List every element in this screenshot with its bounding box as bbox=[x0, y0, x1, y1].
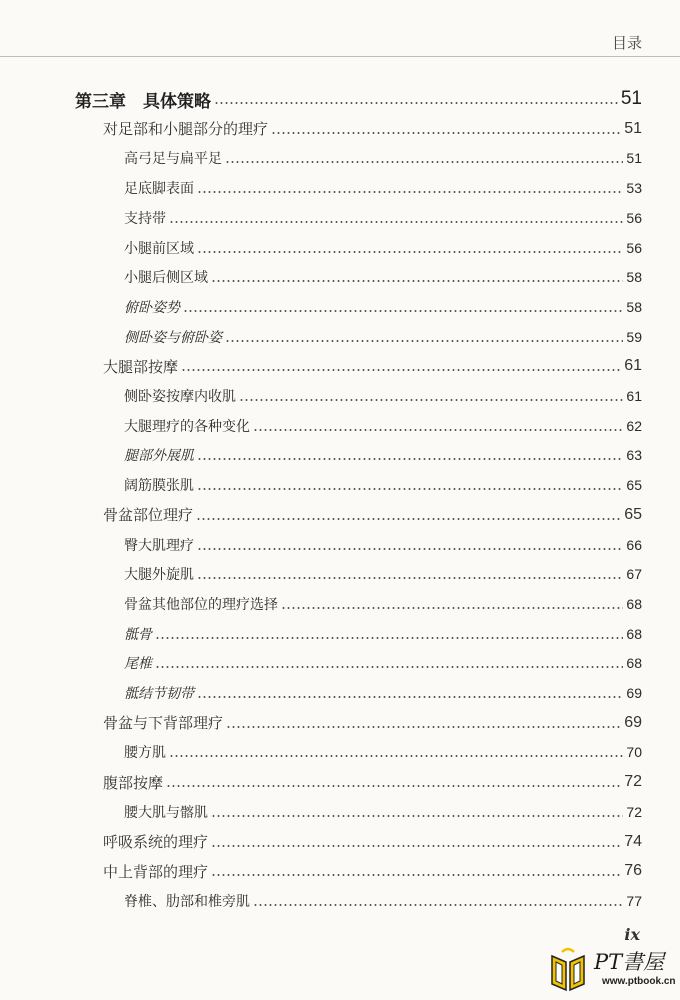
toc-entry-page: 56 bbox=[626, 239, 642, 256]
toc-entry-page: 51 bbox=[620, 88, 642, 109]
toc-entry-page: 69 bbox=[624, 713, 642, 731]
toc-entry-page: 51 bbox=[624, 119, 642, 137]
toc-leader-dots bbox=[211, 280, 623, 282]
toc-subsection[interactable] bbox=[124, 589, 642, 619]
toc-entry-title: 骨盆与下背部理疗 bbox=[103, 714, 224, 733]
book-logo-icon bbox=[548, 946, 588, 992]
toc-entry-title: 腰方肌 bbox=[124, 745, 166, 762]
toc-entry-title: 小腿前区域 bbox=[124, 240, 194, 257]
toc-entry-page: 72 bbox=[624, 773, 642, 791]
toc-leader-dots bbox=[211, 874, 621, 876]
toc-subsection[interactable] bbox=[124, 411, 642, 441]
toc-subsection[interactable] bbox=[124, 886, 642, 916]
toc-entry-page: 68 bbox=[626, 595, 642, 612]
toc-leader-dots bbox=[225, 161, 623, 163]
toc-entry-page: 68 bbox=[626, 625, 642, 642]
toc-subsection[interactable] bbox=[124, 262, 642, 292]
toc-section[interactable] bbox=[103, 767, 642, 797]
toc-entry-page: 63 bbox=[626, 447, 642, 464]
toc-entry-title: 中上背部的理疗 bbox=[103, 862, 209, 881]
toc-entry-title: 对足部和小腿部分的理疗 bbox=[103, 120, 269, 139]
toc-entry-title: 呼吸系统的理疗 bbox=[103, 833, 209, 851]
toc-subsection[interactable] bbox=[124, 440, 642, 470]
toc-entry-page: 58 bbox=[626, 298, 642, 315]
toc-entry-title: 侧卧姿按摩内收肌 bbox=[124, 389, 236, 405]
toc-entry-page: 70 bbox=[626, 744, 642, 761]
toc-entry-page: 77 bbox=[626, 892, 642, 909]
toc-entry-title: 大腿部按摩 bbox=[103, 357, 179, 376]
toc-entry-title: 臀大肌理疗 bbox=[124, 537, 194, 554]
toc-leader-dots bbox=[214, 102, 618, 104]
toc-section[interactable] bbox=[103, 708, 642, 738]
toc-leader-dots bbox=[253, 429, 623, 431]
toc-entry-page: 65 bbox=[626, 477, 642, 494]
toc-entry-page: 53 bbox=[626, 180, 642, 197]
toc-entry-title: 脊椎、肋部和椎旁肌 bbox=[124, 893, 250, 910]
toc-entry-page: 59 bbox=[626, 328, 642, 345]
toc-leader-dots bbox=[225, 340, 623, 342]
toc-entry-title: 俯卧姿势 bbox=[124, 299, 180, 316]
toc-leader-dots bbox=[211, 845, 621, 847]
toc-entry-page: 72 bbox=[626, 803, 642, 820]
toc-entry-title: 骶结节韧带 bbox=[124, 686, 194, 702]
toc-entry-page: 68 bbox=[626, 655, 642, 672]
toc-entry-title: 第三章 具体策略 bbox=[75, 91, 211, 112]
page-number: ix bbox=[624, 925, 640, 944]
toc-entry-title: 腿部外展肌 bbox=[124, 448, 194, 465]
toc-leader-dots bbox=[197, 548, 623, 550]
toc-entry-title: 骨盆其他部位的理疗选择 bbox=[124, 596, 278, 613]
toc-entry-page: 66 bbox=[626, 536, 642, 553]
toc-section[interactable] bbox=[103, 827, 642, 857]
toc-entry-page: 61 bbox=[626, 388, 642, 404]
toc-entry-page: 58 bbox=[626, 269, 642, 286]
toc-leader-dots bbox=[271, 132, 621, 134]
toc-subsection[interactable] bbox=[124, 203, 642, 233]
toc-subsection[interactable] bbox=[124, 233, 642, 263]
toc-leader-dots bbox=[197, 458, 623, 460]
toc-entry-page: 76 bbox=[624, 862, 642, 880]
toc-chapter[interactable] bbox=[75, 84, 642, 114]
toc-entry-title: 腹部按摩 bbox=[103, 773, 164, 792]
toc-subsection[interactable] bbox=[124, 797, 642, 827]
toc-entry-title: 大腿外旋肌 bbox=[124, 567, 194, 584]
toc-subsection[interactable] bbox=[124, 559, 642, 589]
toc-leader-dots bbox=[155, 666, 623, 668]
toc-leader-dots bbox=[169, 755, 623, 757]
toc-entry-title: 小腿后侧区域 bbox=[124, 270, 208, 287]
toc-entry-page: 56 bbox=[626, 209, 642, 226]
toc-subsection[interactable] bbox=[124, 381, 642, 411]
toc-leader-dots bbox=[155, 637, 623, 639]
toc-entry-page: 61 bbox=[624, 357, 642, 375]
toc-entry-title: 骨盆部位理疗 bbox=[103, 506, 194, 525]
toc-entry-title: 支持带 bbox=[124, 210, 166, 227]
toc-entry-title: 大腿理疗的各种变化 bbox=[124, 418, 250, 435]
toc-entry-title: 尾椎 bbox=[124, 656, 152, 673]
toc-subsection[interactable] bbox=[124, 143, 642, 173]
toc-subsection[interactable] bbox=[124, 173, 642, 203]
toc-section[interactable] bbox=[103, 351, 642, 381]
toc-entry-title: 侧卧姿与俯卧姿 bbox=[124, 329, 222, 346]
toc-section[interactable] bbox=[103, 114, 642, 144]
toc-entry-title: 高弓足与扁平足 bbox=[124, 151, 222, 168]
toc-subsection[interactable] bbox=[124, 470, 642, 500]
toc-leader-dots bbox=[226, 726, 621, 728]
toc-subsection[interactable] bbox=[124, 619, 642, 649]
toc-leader-dots bbox=[197, 577, 623, 579]
toc-entry-title: 骶骨 bbox=[124, 626, 152, 643]
toc-entry-page: 74 bbox=[624, 832, 642, 850]
toc-leader-dots bbox=[211, 815, 623, 817]
toc-entry-title: 足底脚表面 bbox=[124, 181, 194, 198]
toc-section[interactable] bbox=[103, 856, 642, 886]
toc-leader-dots bbox=[281, 607, 623, 609]
toc-leader-dots bbox=[239, 399, 623, 401]
toc-subsection[interactable] bbox=[124, 322, 642, 352]
toc-entry-page: 51 bbox=[626, 150, 642, 167]
toc-leader-dots bbox=[197, 251, 623, 253]
toc-leader-dots bbox=[253, 904, 623, 906]
toc-subsection[interactable] bbox=[124, 678, 642, 708]
toc-entry-page: 65 bbox=[624, 505, 642, 523]
toc-entry-page: 67 bbox=[626, 566, 642, 583]
toc-entry-title: 腰大肌与髂肌 bbox=[124, 804, 208, 821]
toc-leader-dots bbox=[181, 369, 621, 371]
toc-entry-page: 69 bbox=[626, 685, 642, 701]
watermark-url: www.ptbook.cn bbox=[602, 976, 676, 987]
toc-section[interactable] bbox=[103, 500, 642, 530]
toc-entry-title: 阔筋膜张肌 bbox=[124, 478, 194, 495]
toc-leader-dots bbox=[169, 221, 623, 223]
toc-subsection[interactable] bbox=[124, 530, 642, 560]
toc-leader-dots bbox=[197, 191, 623, 193]
toc-entry-page: 62 bbox=[626, 417, 642, 434]
toc-leader-dots bbox=[183, 310, 623, 312]
toc-subsection[interactable] bbox=[124, 292, 642, 322]
header-title: 目录 bbox=[611, 34, 642, 52]
toc-leader-dots bbox=[197, 488, 623, 490]
watermark-name: PT書屋 bbox=[594, 950, 665, 974]
toc-subsection[interactable] bbox=[124, 648, 642, 678]
toc-leader-dots bbox=[197, 696, 623, 698]
toc-leader-dots bbox=[166, 785, 621, 787]
watermark bbox=[548, 944, 678, 996]
toc-leader-dots bbox=[196, 518, 621, 520]
header-rule bbox=[0, 56, 680, 57]
toc-subsection[interactable] bbox=[124, 737, 642, 767]
